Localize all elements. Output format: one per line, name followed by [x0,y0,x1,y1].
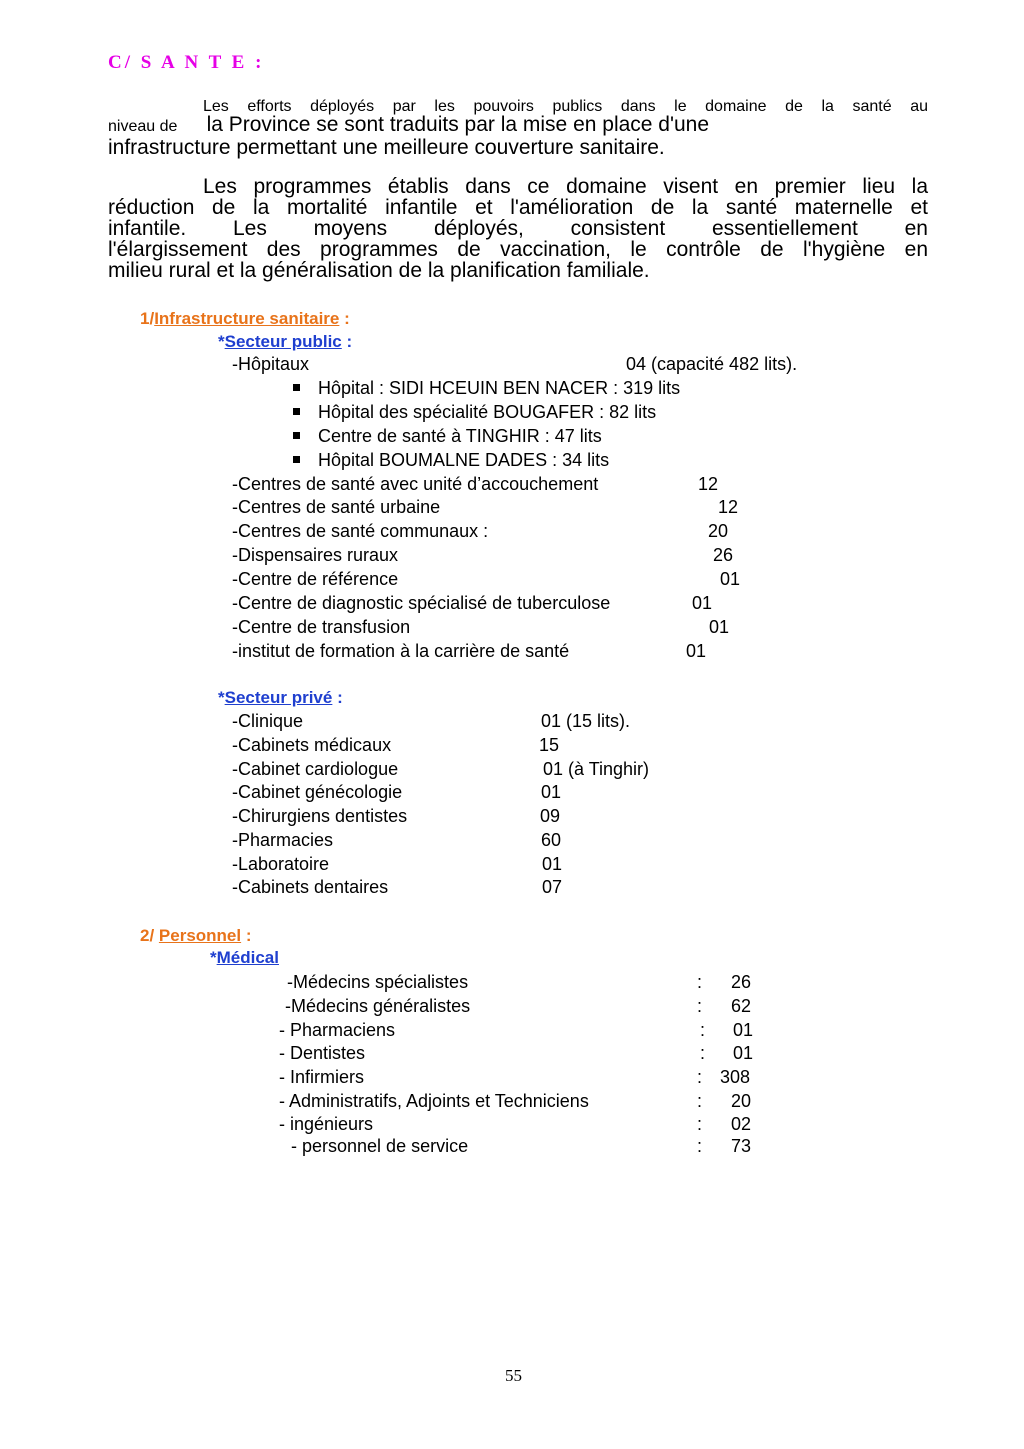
intro-line-3: infrastructure permettant une meilleure couverture sanitaire. [108,136,665,159]
medical-row-colon: : [697,1091,703,1111]
medical-row-value: 20 [731,1091,752,1111]
private-row-value: 01 (à Tinghir) [543,759,650,779]
public-row-label: -Dispensaires ruraux [232,545,399,565]
public-row-value: 01 [709,617,730,637]
section-2-title: 2/ Personnel : [140,926,252,945]
programmes-line: réduction de la mortalité infantile et l'amélioration de la santé maternelle et [108,196,928,219]
programmes-paragraph [108,176,928,281]
private-row-label: -Cabinets médicaux [232,735,392,755]
private-row-value: 07 [542,877,563,897]
medical-title: *Médical [210,948,279,967]
intro-line-2-rest: la Province se sont traduits par la mise en place d'une [206,113,710,136]
public-row-value: 12 [718,497,739,517]
private-row-value: 01 (15 lits). [541,711,631,731]
medical-row-colon: : [697,1067,703,1087]
medical-row-label: - Dentistes [279,1043,366,1063]
hospital-item: Hôpital BOUMALNE DADES : 34 lits [293,450,609,471]
public-row-value: 01 [686,641,707,661]
private-row-value: 01 [542,854,563,874]
public-row-value: 01 [692,593,713,613]
medical-row-colon: : [697,1114,703,1134]
public-row-label: -Centre de transfusion [232,617,411,637]
programmes-line: infantile. Les moyens déployés, consistent essentiellement en [108,217,928,240]
medical-row-value: 308 [720,1067,751,1087]
medical-row-colon: : [697,972,703,992]
medical-row-value: 02 [731,1114,752,1134]
medical-row-value: 01 [733,1043,754,1063]
hospital-item: Hôpital : SIDI HCEUIN BEN NACER : 319 lits [293,378,680,399]
page-number: 55 [505,1366,522,1385]
medical-row-colon: : [700,1020,706,1040]
private-row-value: 09 [540,806,561,826]
private-row-value: 15 [539,735,560,755]
private-row-label: -Cabinet cardiologue [232,759,399,779]
public-row-label: -Centres de santé communaux : [232,521,489,541]
bullet-icon [293,456,300,463]
bullet-icon [293,384,300,391]
public-row-label: -Centres de santé avec unité d’accouchement [232,474,599,494]
medical-row-value: 01 [733,1020,754,1040]
bullet-icon [293,408,300,415]
hopitaux-label: -Hôpitaux [232,354,310,374]
private-row-label: -Pharmacies [232,830,334,850]
public-row-value: 12 [698,474,719,494]
section-1-title: 1/Infrastructure sanitaire : [140,309,350,328]
medical-row-colon: : [700,1043,706,1063]
private-row-label: -Chirurgiens dentistes [232,806,408,826]
public-row-label: -Centre de référence [232,569,399,589]
private-row-value: 01 [541,782,562,802]
medical-row-label: - Pharmaciens [279,1020,396,1040]
public-row-value: 01 [720,569,741,589]
medical-row-label: - ingénieurs [279,1114,374,1134]
hospital-item: Hôpital des spécialité BOUGAFER : 82 lits [293,402,656,423]
intro-line-2 [108,114,928,138]
intro-line-1: Les efforts déployés par les pouvoirs publics dans le domaine de la santé au [203,98,928,115]
medical-row-value: 26 [731,972,752,992]
private-sector-title: *Secteur privé : [218,688,343,707]
public-row-label: -institut de formation à la carrière de santé [232,641,570,661]
private-row-label: -Laboratoire [232,854,330,874]
intro-line-2-start: niveau de [108,118,178,135]
private-row-value: 60 [541,830,562,850]
private-row-label: -Cabinet génécologie [232,782,403,802]
medical-row-label: -Médecins généralistes [285,996,471,1016]
public-row-value: 26 [713,545,734,565]
medical-row-colon: : [697,1136,703,1156]
programmes-line: milieu rural et la généralisation de la planification familiale. [108,259,650,282]
hopitaux-value: 04 (capacité 482 lits). [626,354,798,374]
medical-row-label: -Médecins spécialistes [287,972,469,992]
medical-row-label: - Administratifs, Adjoints et Techniciens [279,1091,589,1111]
programmes-line: l'élargissement des programmes de vaccination, le contrôle de l'hygiène en [108,238,928,261]
medical-row-label: - personnel de service [291,1136,469,1156]
bullet-icon [293,432,300,439]
medical-row-value: 62 [731,996,752,1016]
public-row-label: -Centres de santé urbaine [232,497,441,517]
public-sector-title: *Secteur public : [218,332,353,351]
section-heading: C/ S A N T E : [108,52,265,73]
programmes-line: Les programmes établis dans ce domaine visent en premier lieu la [203,175,928,198]
medical-row-value: 73 [731,1136,752,1156]
medical-row-colon: : [697,996,703,1016]
public-row-value: 20 [708,521,729,541]
private-row-label: -Clinique [232,711,304,731]
hospital-item: Centre de santé à TINGHIR : 47 lits [293,426,602,447]
private-row-label: -Cabinets dentaires [232,877,389,897]
public-row-label: -Centre de diagnostic spécialisé de tuberculose [232,593,611,613]
medical-row-label: - Infirmiers [279,1067,364,1087]
